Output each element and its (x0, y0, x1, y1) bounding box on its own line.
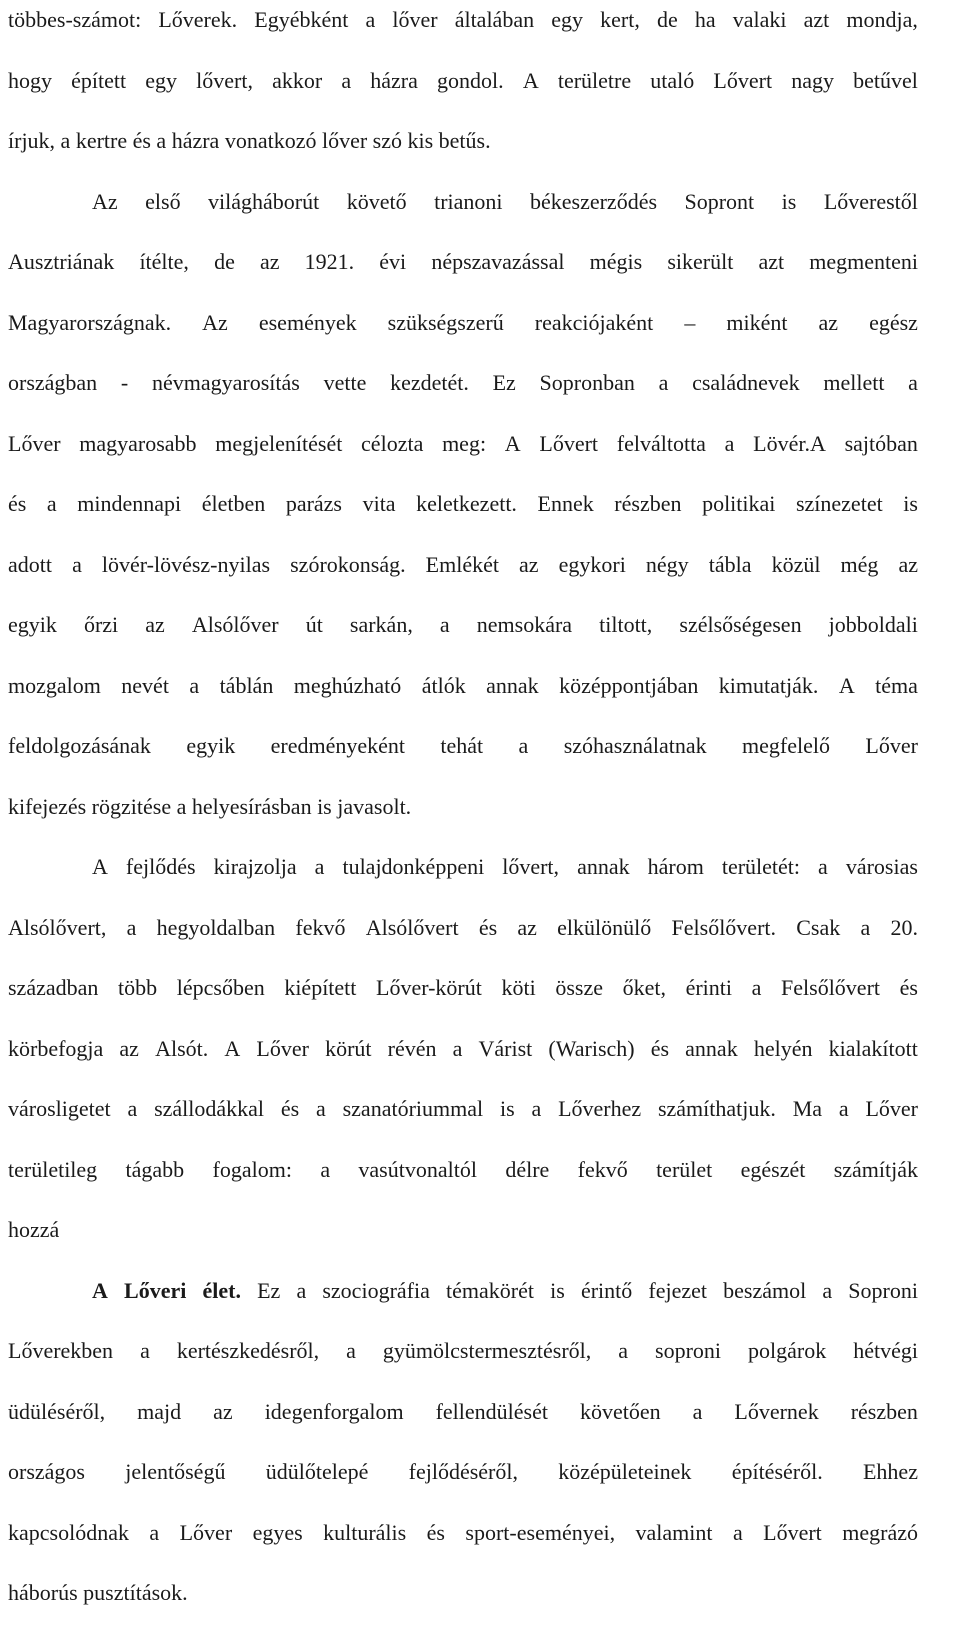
text-line: városligetet a szállodákkal és a szanatóriummal is a Lőverhez számíthatjuk. Ma a Lőver (8, 1096, 918, 1121)
text-line: többes-számot: Lőverek. Egyébként a lőver általában egy kert, de ha valaki azt mondja, (8, 7, 918, 32)
text-line: Alsólővert, a hegyoldalban fekvő Alsólővert és az elkülönülő Felsőlővert. Csak a 20. (8, 914, 918, 940)
text-line: hozzá (8, 1217, 60, 1242)
text-line: adott a lövér-lövész-nyilas szórokonság. Emlékét az egykori négy tábla közül még az (8, 551, 918, 577)
text-line: területileg tágabb fogalom: a vasútvonaltól délre fekvő terület egészét számítják (8, 1156, 918, 1182)
text-line: üdüléséről, majd az idegenforgalom fellendülését követően a Lővernek részben (8, 1398, 918, 1424)
text-line: országos jelentőségű üdülőtelepé fejlődéséről, középületeinek építéséről. Ehhez (8, 1459, 918, 1484)
text-line: században több lépcsőben kiépített Lőver-körút köti össze őket, érinti a Felsőlővert és (8, 975, 918, 1000)
text-line: kapcsolódnak a Lőver egyes kulturális és sport-eseményei, valamint a Lővert megrázó (8, 1519, 918, 1545)
text-line: egyik őrzi az Alsólőver út sarkán, a nemsokára tiltott, szélsőségesen jobboldali (8, 612, 918, 637)
text-line: A fejlődés kirajzolja a tulajdonképpeni lővert, annak három területét: a városias (92, 854, 918, 879)
text-line: mozgalom nevét a táblán meghúzható átlók annak középpontjában kimutatják. A téma (8, 672, 918, 698)
text-line: és a mindennapi életben parázs vita keletkezett. Ennek részben politikai színezetet is (8, 491, 918, 516)
text-line: háborús pusztítások. (8, 1580, 188, 1605)
text-line: Lőver magyarosabb megjelenítését célozta meg: A Lővert felváltotta a Lövér.A sajtóban (8, 430, 918, 456)
text-line: körbefogja az Alsót. A Lőver körút révén a Várist (Warisch) és annak helyén kialakított (8, 1035, 918, 1061)
text-line: Ausztriának ítélte, de az 1921. évi népszavazással mégis sikerült azt megmenteni (8, 249, 918, 274)
text-line: írjuk, a kertre és a házra vonatkozó lőver szó kis betűs. (8, 128, 491, 153)
text-line: kifejezés rögzitése a helyesírásban is javasolt. (8, 793, 412, 819)
text-line: A Lőveri élet. Ez a szociográfia témakörét is érintő fejezet beszámol a Soproni (92, 1277, 918, 1303)
text-line: hogy épített egy lővert, akkor a házra gondol. A területre utaló Lővert nagy betűvel (8, 67, 918, 93)
text-line: feldolgozásának egyik eredményeként tehát a szóhasználatnak megfelelő Lőver (8, 733, 918, 758)
text-line: Az első világháborút követő trianoni békeszerződés Sopront is Lőverestől (92, 188, 918, 214)
text-line: Magyarországnak. Az események szükségszerű reakciójaként – miként az egész (8, 309, 918, 335)
text-line: Lőverekben a kertészkedésről, a gyümölcstermesztésről, a soproni polgárok hétvégi (8, 1338, 918, 1363)
text-line: országban - névmagyarosítás vette kezdetét. Ez Sopronban a családnevek mellett a (8, 370, 918, 395)
